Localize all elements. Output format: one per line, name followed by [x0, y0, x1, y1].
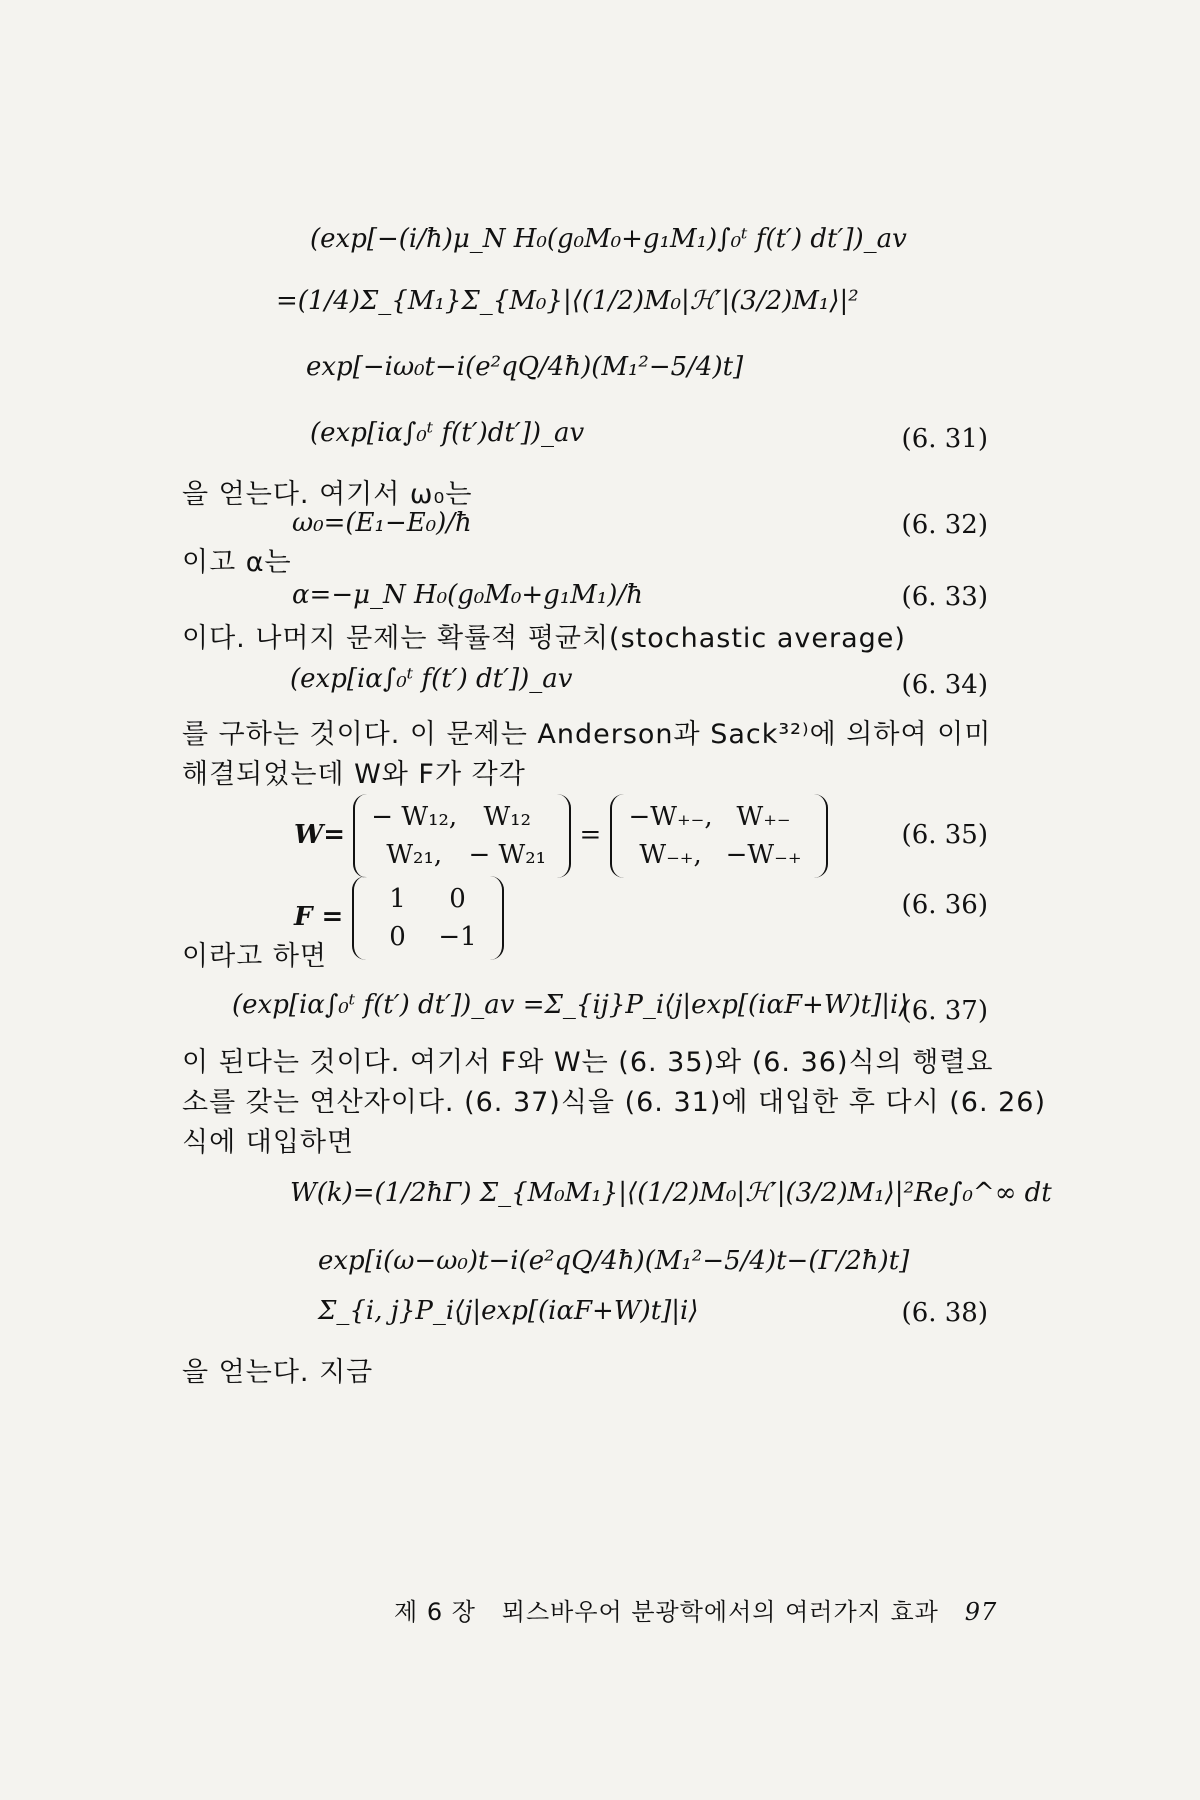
paragraph-text: 을 얻는다. 지금: [182, 1357, 374, 1388]
paragraph-text: 를 구하는 것이다. 이 문제는 Anderson과 Sack³²⁾에 의하여 이미: [182, 719, 992, 750]
chapter-label: 제 6 장: [394, 1598, 476, 1626]
matrix-cell: W₋₊,: [639, 840, 702, 870]
equation: (exp[−(i/ħ)μ_N H₀(g₀M₀+g₁M₁)∫₀ᵗ f(t′) dt′])_av: [310, 224, 907, 254]
equation-number: (6. 34): [901, 670, 988, 700]
matrix-cell: 1: [389, 884, 406, 914]
matrix-cell: −1: [438, 922, 477, 952]
matrix-cell: 0: [449, 884, 466, 914]
paragraph-text: 이다. 나머지 문제는 확률적 평균치(stochastic average): [182, 623, 906, 654]
matrix-cell: − W₁₂,: [371, 802, 458, 832]
matrix-body: [610, 794, 828, 878]
equation: α=−μ_N H₀(g₀M₀+g₁M₁)/ħ: [292, 580, 643, 610]
equation: (exp[iα∫₀ᵗ f(t′) dt′])_av =Σ_{ij}P_i⟨j|exp[(iαF+W)t]|i⟩: [232, 990, 909, 1020]
matrix-label: F =: [294, 902, 344, 932]
matrix-label: W=: [294, 820, 345, 850]
equation-number: (6. 37): [901, 996, 988, 1026]
matrix-cell: − W₂₁: [468, 840, 547, 870]
matrix-body: [352, 876, 504, 960]
paragraph-text: 소를 갖는 연산자이다. (6. 37)식을 (6. 31)에 대입한 후 다시 (6. 26): [182, 1087, 1047, 1118]
equation: (exp[iα∫₀ᵗ f(t′)dt′])_av: [310, 418, 585, 448]
chapter-title: 뫼스바우어 분광학에서의 여러가지 효과: [501, 1598, 939, 1626]
paragraph-text: 식에 대입하면: [182, 1127, 355, 1158]
equation-number: (6. 32): [901, 510, 988, 540]
equation: =(1/4)Σ_{M₁}Σ_{M₀}|⟨(1/2)M₀|ℋ′|(3/2)M₁⟩|²: [276, 286, 859, 316]
paragraph-text: 이라고 하면: [182, 941, 327, 972]
equation-number: (6. 38): [901, 1298, 988, 1328]
matrix-body: [353, 794, 571, 878]
equation: (exp[iα∫₀ᵗ f(t′) dt′])_av: [290, 664, 573, 694]
page-number: 97: [964, 1598, 998, 1626]
equation-number: (6. 33): [901, 582, 988, 612]
matrix-cell: −W₋₊: [725, 840, 802, 870]
equation-number: (6. 36): [901, 890, 988, 920]
matrix-cell: W₊₋: [736, 802, 791, 832]
matrix-cell: −W₊₋,: [628, 802, 713, 832]
page-footer: [394, 1592, 997, 1627]
equation: exp[−iω₀t−i(e²qQ/4ħ)(M₁²−5/4)t]: [306, 352, 744, 382]
matrix-cell: W₂₁,: [386, 840, 443, 870]
paragraph-text: 이 된다는 것이다. 여기서 F와 W는 (6. 35)와 (6. 36)식의 행렬요: [182, 1047, 994, 1078]
equation: Σ_{i, j}P_i⟨j|exp[(iαF+W)t]|i⟩: [318, 1296, 699, 1326]
equation-number: (6. 35): [901, 820, 988, 850]
equation: exp[i(ω−ω₀)t−i(e²qQ/4ħ)(M₁²−5/4)t−(Γ/2ħ)t]: [318, 1246, 910, 1276]
equals-sign: =: [579, 820, 602, 850]
equation: ω₀=(E₁−E₀)/ħ: [292, 508, 472, 538]
paragraph-text: 을 얻는다. 여기서 ω₀는: [182, 479, 473, 510]
equation: W(k)=(1/2ħΓ) Σ_{M₀M₁}|⟨(1/2)M₀|ℋ′|(3/2)M₁⟩|²Re∫₀^∞ dt: [290, 1178, 1052, 1208]
matrix-cell: W₁₂: [483, 802, 532, 832]
paragraph-text: 이고 α는: [182, 547, 292, 578]
paragraph-text: 해결되었는데 W와 F가 각각: [182, 759, 526, 790]
matrix-w: [294, 794, 828, 878]
matrix-cell: 0: [389, 922, 406, 952]
equation-number: (6. 31): [901, 424, 988, 454]
